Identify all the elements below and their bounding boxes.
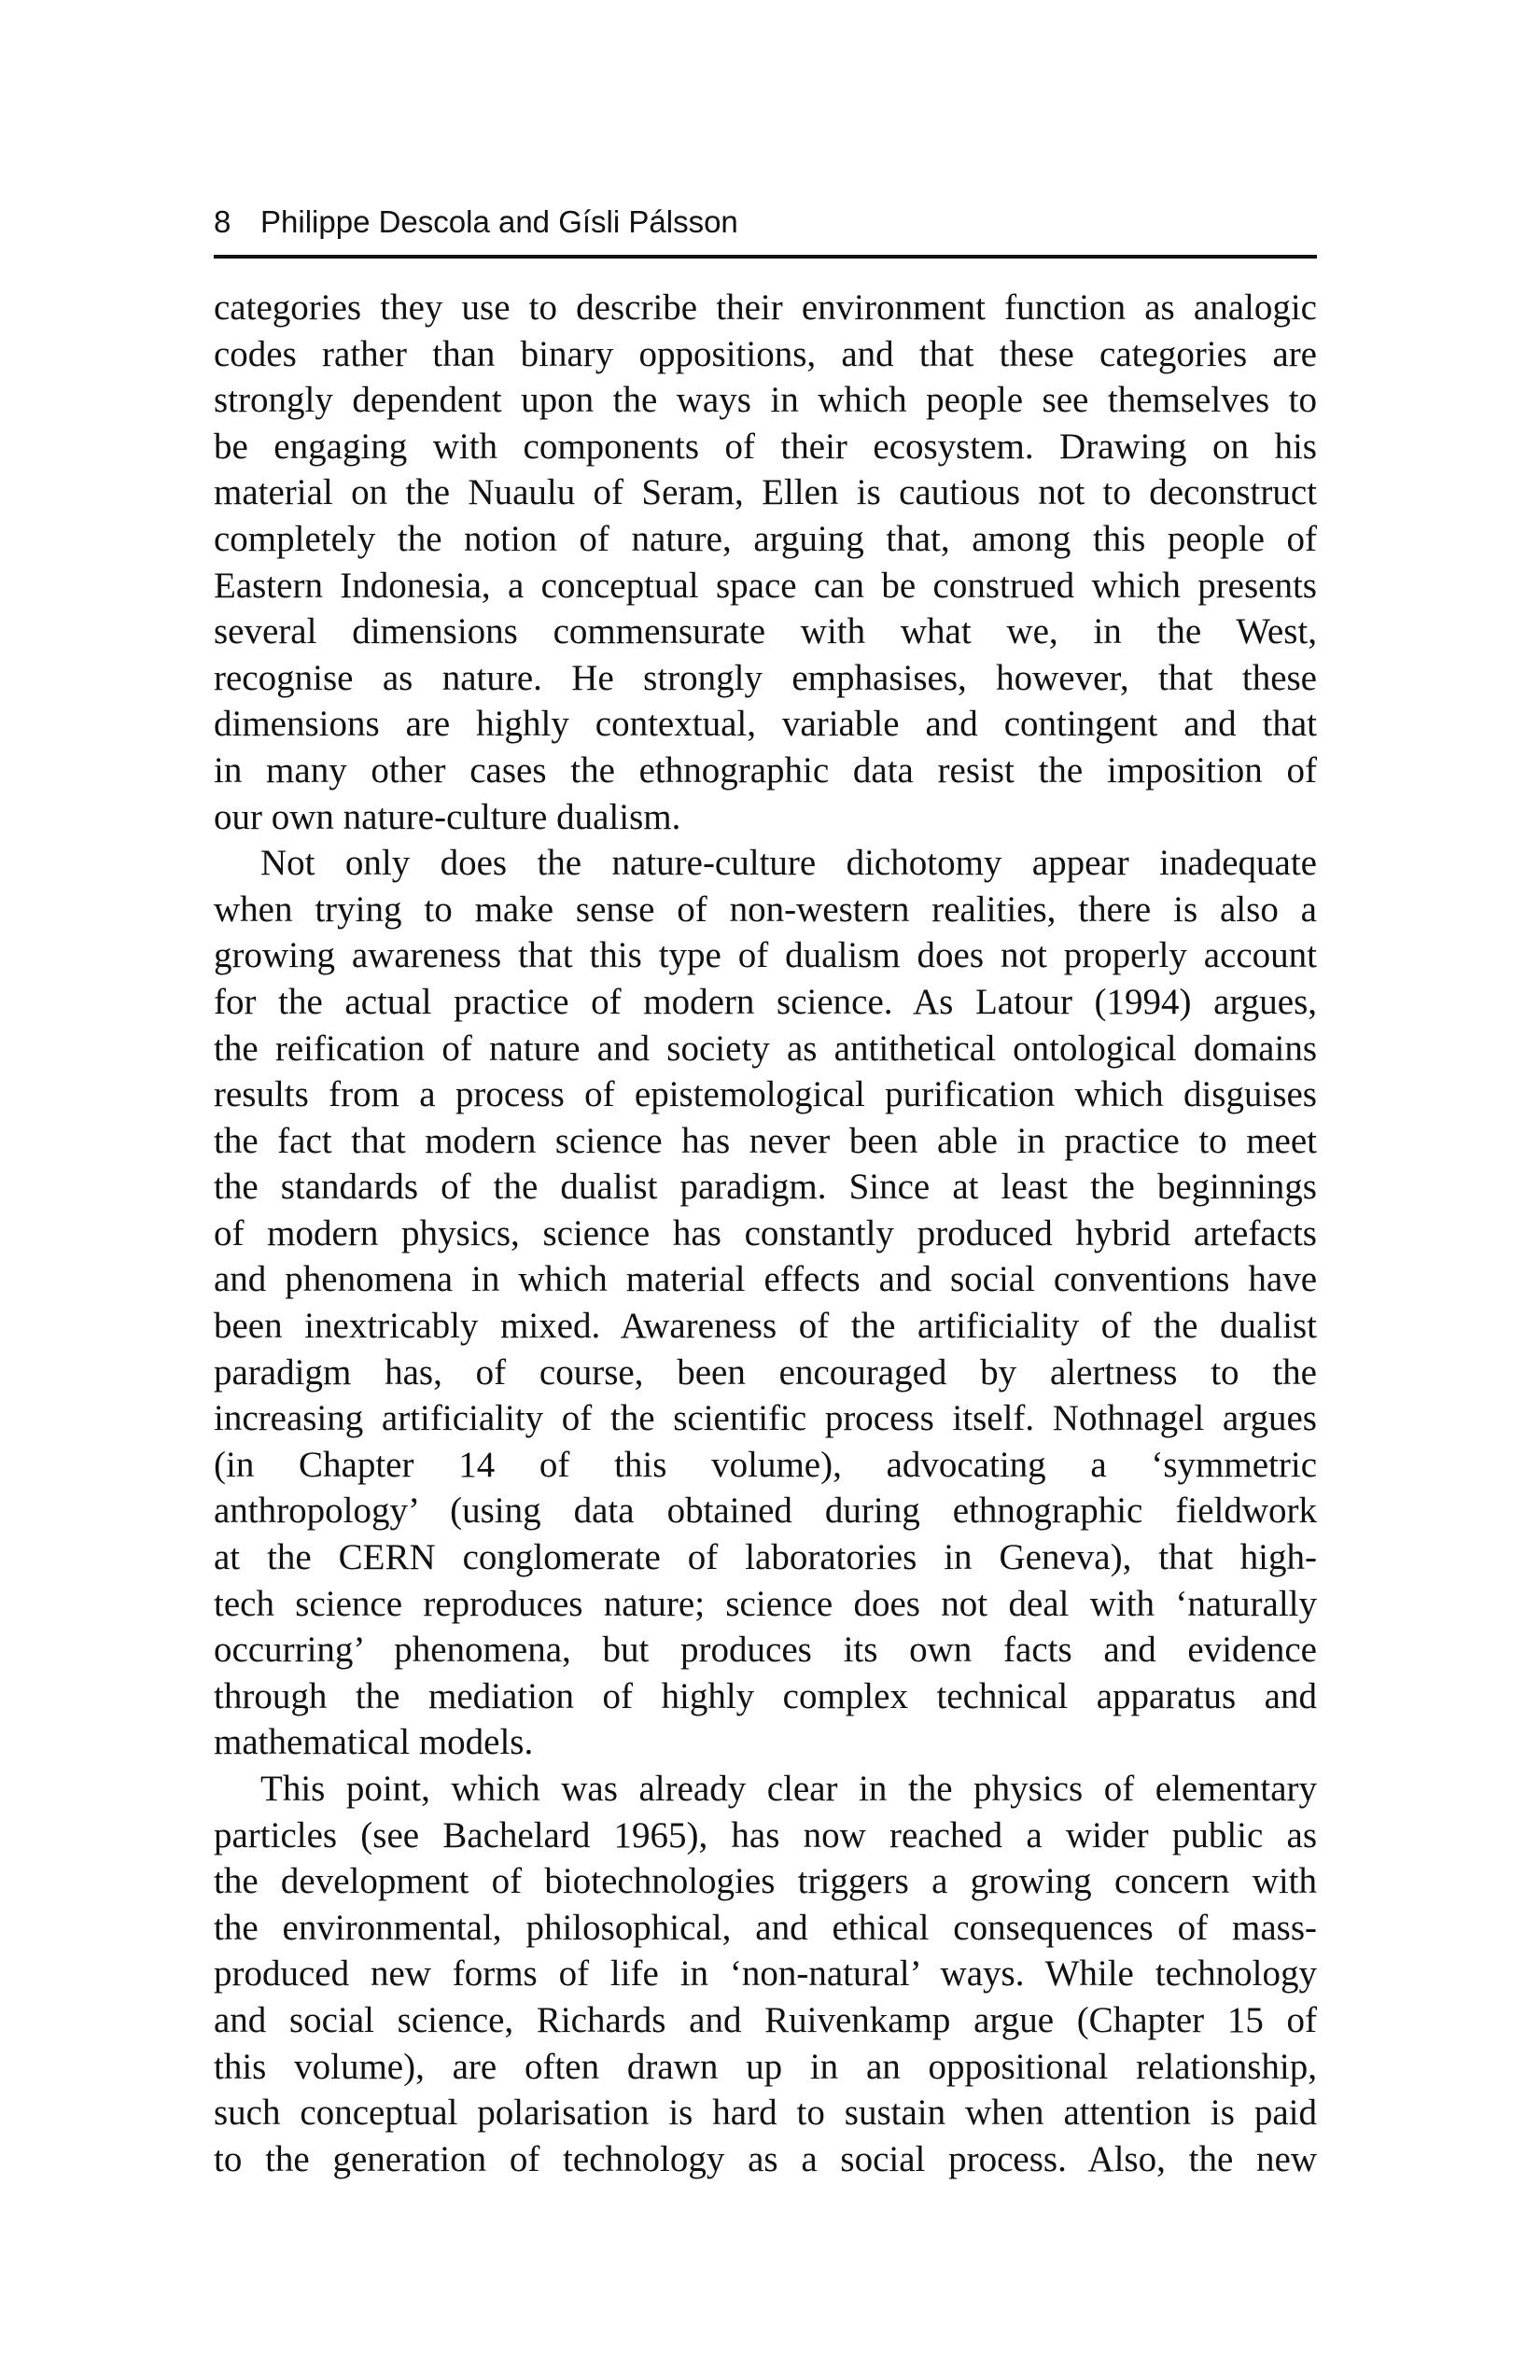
text-line: the environmental, philosophical, and ethical consequences of mass- (214, 1907, 1317, 1948)
text-line: been inextricably mixed. Awareness of the artificiality of the dualist (214, 1306, 1317, 1347)
text-line: the fact that modern science has never been able in practice to meet (214, 1120, 1317, 1161)
page-number: 8 (214, 204, 231, 239)
text-line: categories they use to describe their environment function as analogic (214, 287, 1317, 328)
text-line: to the generation of technology as a social process. Also, the new (214, 2138, 1317, 2179)
text-line: through the mediation of highly complex technical apparatus and (214, 1675, 1317, 1716)
text-line: our own nature-culture dualism. (214, 796, 681, 837)
paragraph-2 (214, 840, 1317, 1766)
text-line: the standards of the dualist paradigm. Since at least the beginnings (214, 1167, 1317, 1208)
text-line: tech science reproduces nature; science does not deal with ‘naturally (214, 1583, 1317, 1624)
text-line: strongly dependent upon the ways in which people see themselves to (214, 380, 1317, 421)
text-line: (in Chapter 14 of this volume), advocating a ‘symmetric (214, 1444, 1317, 1485)
text-line: at the CERN conglomerate of laboratories in Geneva), that high- (214, 1537, 1317, 1578)
text-line: results from a process of epistemological purification which disguises (214, 1074, 1317, 1115)
header-rule-divider (214, 255, 1317, 259)
text-line: such conceptual polarisation is hard to sustain when attention is paid (214, 2093, 1317, 2134)
text-line: completely the notion of nature, arguing that, among this people of (214, 518, 1317, 559)
text-line: the development of biotechnologies triggers a growing concern with (214, 1861, 1317, 1902)
text-line: Not only does the nature-culture dichotomy appear inadequate (260, 843, 1317, 884)
text-line: Eastern Indonesia, a conceptual space can be construed which presents (214, 565, 1317, 606)
text-line: when trying to make sense of non-western realities, there is also a (214, 889, 1317, 930)
text-line: occurring’ phenomena, but produces its own facts and evidence (214, 1630, 1317, 1671)
text-line: and social science, Richards and Ruivenkamp argue (Chapter 15 of (214, 1999, 1317, 2040)
text-line: material on the Nuaulu of Seram, Ellen is cautious not to deconstruct (214, 472, 1317, 513)
body-text (214, 285, 1317, 2182)
text-line: this volume), are often drawn up in an oppositional relationship, (214, 2046, 1317, 2087)
text-line: of modern physics, science has constantly produced hybrid artefacts (214, 1212, 1317, 1253)
text-line: codes rather than binary oppositions, and that these categories are (214, 333, 1317, 374)
text-line: dimensions are highly contextual, variable and contingent and that (214, 704, 1317, 745)
text-line: anthropology’ (using data obtained during ethnographic fieldwork (214, 1491, 1317, 1532)
text-line: the reification of nature and society as antithetical ontological domains (214, 1028, 1317, 1069)
text-line: increasing artificiality of the scientific process itself. Nothnagel argues (214, 1398, 1317, 1439)
text-line: paradigm has, of course, been encouraged by alertness to the (214, 1351, 1317, 1393)
text-line: This point, which was already clear in the physics of elementary (260, 1769, 1317, 1809)
text-line: be engaging with components of their ecosystem. Drawing on his (214, 426, 1317, 467)
text-line: several dimensions commensurate with what we, in the West, (214, 611, 1317, 652)
text-line: recognise as nature. He strongly emphasises, however, that these (214, 657, 1317, 698)
text-line: growing awareness that this type of dualism does not properly account (214, 935, 1317, 976)
text-line: produced new forms of life in ‘non-natural’ ways. While technology (214, 1953, 1317, 1995)
text-line: in many other cases the ethnographic data resist the imposition of (214, 749, 1317, 791)
text-line: particles (see Bachelard 1965), has now reached a wider public as (214, 1814, 1317, 1855)
text-line: mathematical models. (214, 1722, 534, 1763)
paragraph-3 (214, 1766, 1317, 2182)
text-line: and phenomena in which material effects and social conventions have (214, 1259, 1317, 1300)
paragraph-1 (214, 285, 1317, 840)
text-line: for the actual practice of modern science. As Latour (1994) argues, (214, 981, 1317, 1022)
running-head (214, 203, 1317, 241)
running-title: Philippe Descola and Gísli Pálsson (260, 204, 738, 239)
